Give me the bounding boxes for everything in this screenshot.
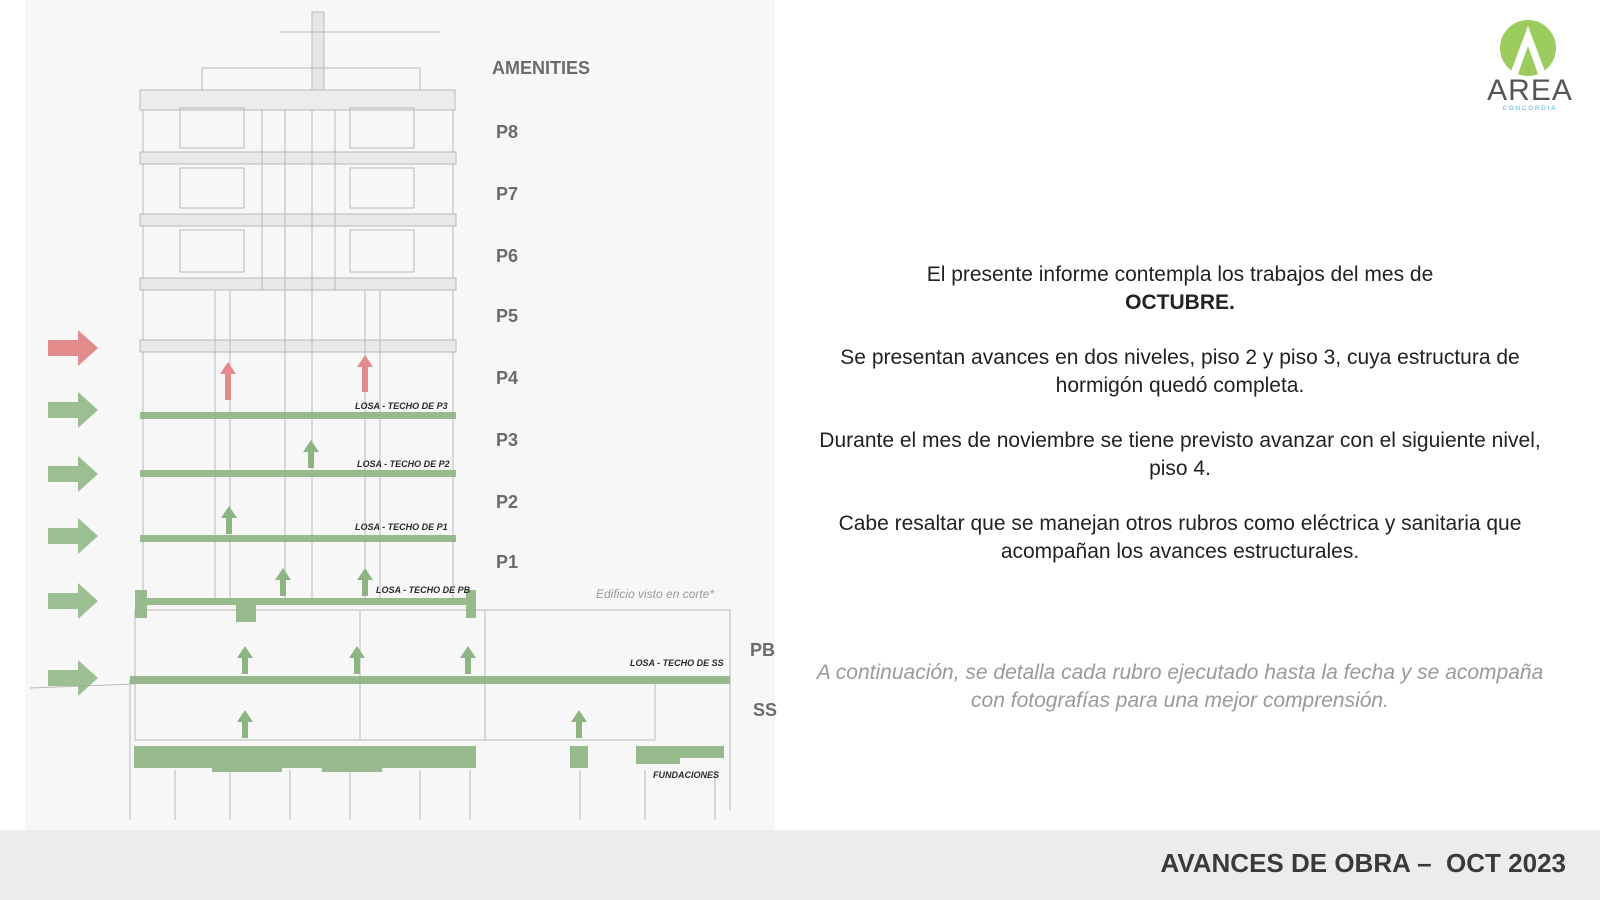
floor-label-ss: SS <box>753 700 778 720</box>
slab-label-techo-pb: LOSA - TECHO DE PB <box>376 585 471 595</box>
slab-label-techo-ss: LOSA - TECHO DE SS <box>630 658 724 668</box>
intro-line: El presente informe contempla los trabajos del mes de <box>926 263 1434 286</box>
intro-month: OCTUBRE. <box>1125 291 1235 314</box>
intro-paragraph <box>800 261 1560 317</box>
floor-label-p3: P3 <box>496 430 519 450</box>
drawing-caption: Edificio visto en corte* <box>596 587 715 601</box>
detail-note: A continuación, se detalla cada rubro ejecutado hasta la fecha y se acompaña con fotografías para una mejor comprensión. <box>816 661 1544 712</box>
floor-label-p6: P6 <box>496 246 519 266</box>
slab-label-techo-p1: LOSA - TECHO DE P1 <box>355 522 448 532</box>
floor-label-p7: P7 <box>496 184 519 204</box>
progress-paragraph: Se presentan avances en dos niveles, piso 2 y piso 3, cuya estructura de hormigón quedó completa. <box>840 346 1520 397</box>
floor-label-p2: P2 <box>496 492 519 512</box>
slab-label-techo-p2: LOSA - TECHO DE P2 <box>357 459 450 469</box>
floor-label-p8: P8 <box>496 122 519 142</box>
plan-paragraph: Durante el mes de noviembre se tiene previsto avanzar con el siguiente nivel, piso 4. <box>819 429 1541 480</box>
slab-label-techo-p3: LOSA - TECHO DE P3 <box>355 401 448 411</box>
floor-label-amenities: AMENITIES <box>492 58 591 78</box>
other-works-paragraph: Cabe resaltar que se manejan otros rubros como eléctrica y sanitaria que acompañan los avances estructurales. <box>838 512 1522 563</box>
logo-subtitle: CONCORDIA <box>1502 106 1558 112</box>
floor-label-pb: PB <box>750 640 776 660</box>
slab-label-fundaciones: FUNDACIONES <box>653 770 720 780</box>
floor-label-p5: P5 <box>496 306 519 326</box>
floor-label-p4: P4 <box>496 368 519 388</box>
footer-title: AVANCES DE OBRA – OCT 2023 <box>1160 848 1566 878</box>
floor-label-p1: P1 <box>496 552 519 572</box>
logo-name: AREA <box>1487 74 1573 107</box>
